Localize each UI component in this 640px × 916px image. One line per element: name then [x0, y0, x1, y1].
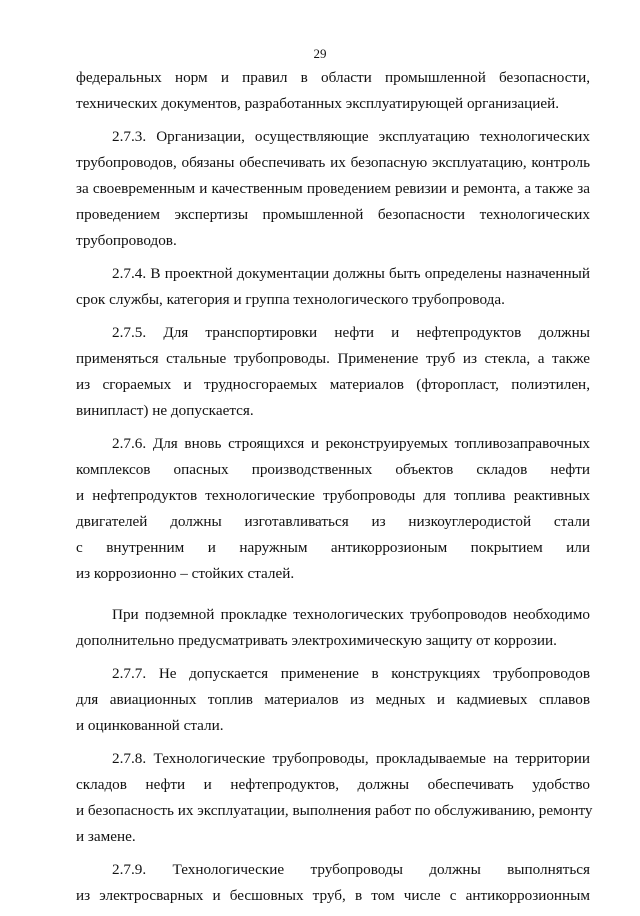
- text-line: и нефтепродуктов технологические трубопроводы для топлива реактивных: [76, 487, 590, 504]
- paragraph-2-7-3: [76, 124, 590, 254]
- text-line: 2.7.9. Технологические трубопроводы должны выполняться: [112, 861, 590, 878]
- text-line: винипласт) не допускается.: [76, 402, 254, 419]
- paragraph-2-7-5: [76, 320, 590, 424]
- text-line: комплексов опасных производственных объектов складов нефти: [76, 461, 590, 478]
- text-line: и замене.: [76, 828, 136, 845]
- page-number: 29: [313, 46, 327, 61]
- paragraph-continuation: [76, 65, 590, 117]
- text-line: срок службы, категория и группа технологического трубопровода.: [76, 291, 505, 308]
- text-line: с внутренним и наружным антикоррозионым покрытием или: [76, 539, 590, 556]
- paragraph-underground-laying: [76, 602, 590, 654]
- text-line: 2.7.8. Технологические трубопроводы, прокладываемые на территории: [112, 750, 590, 767]
- text-line: из коррозионно – стойких сталей.: [76, 565, 295, 582]
- text-line: При подземной прокладке технологических трубопроводов необходимо: [112, 606, 590, 623]
- text-line: для авиационных топлив материалов из медных и кадмиевых сплавов: [76, 691, 590, 708]
- text-line: складов нефти и нефтепродуктов, должны обеспечивать удобство: [76, 776, 590, 793]
- paragraph-2-7-7: [76, 661, 590, 739]
- text-line: двигателей должны изготавливаться из низкоуглеродистой стали: [76, 513, 590, 530]
- text-line: из сгораемых и трудносгораемых материалов (фторопласт, полиэтилен,: [76, 376, 590, 393]
- text-line: 2.7.7. Не допускается применение в конструкциях трубопроводов: [112, 665, 590, 682]
- paragraph-2-7-8: [76, 746, 593, 850]
- text-line: и оцинкованной стали.: [76, 717, 224, 734]
- text-line: за своевременным и качественным проведением ревизии и ремонта, а также за: [76, 180, 590, 197]
- text-line: дополнительно предусматривать электрохимическую защиту от коррозии.: [76, 632, 557, 649]
- paragraph-2-7-9: [76, 857, 590, 909]
- text-line: технических документов, разработанных эксплуатирующей организацией.: [76, 95, 560, 112]
- text-line: 2.7.5. Для транспортировки нефти и нефтепродуктов должны: [112, 324, 590, 341]
- text-line: 2.7.6. Для вновь строящихся и реконструируемых топливозаправочных: [112, 435, 590, 452]
- paragraph-2-7-4: [76, 261, 590, 313]
- text-line: трубопроводов, обязаны обеспечивать их безопасную эксплуатацию, контроль: [76, 154, 590, 171]
- text-line: 2.7.3. Организации, осуществляющие эксплуатацию технологических: [112, 128, 590, 145]
- text-line: и безопасность их эксплуатации, выполнения работ по обслуживанию, ремонту: [76, 802, 593, 819]
- text-line: 2.7.4. В проектной документации должны быть определены назначенный: [112, 265, 590, 282]
- text-line: из электросварных и бесшовных труб, в том числе с антикоррозионным: [76, 887, 590, 904]
- text-line: применяться стальные трубопроводы. Применение труб из стекла, а также: [76, 350, 590, 367]
- document-body: [76, 65, 593, 916]
- text-line: федеральных норм и правил в области промышленной безопасности,: [76, 69, 590, 86]
- text-line: проведением экспертизы промышленной безопасности технологических: [76, 206, 590, 223]
- paragraph-2-7-6: [76, 431, 590, 587]
- paragraph-gap: [76, 594, 590, 602]
- text-line: трубопроводов.: [76, 232, 177, 249]
